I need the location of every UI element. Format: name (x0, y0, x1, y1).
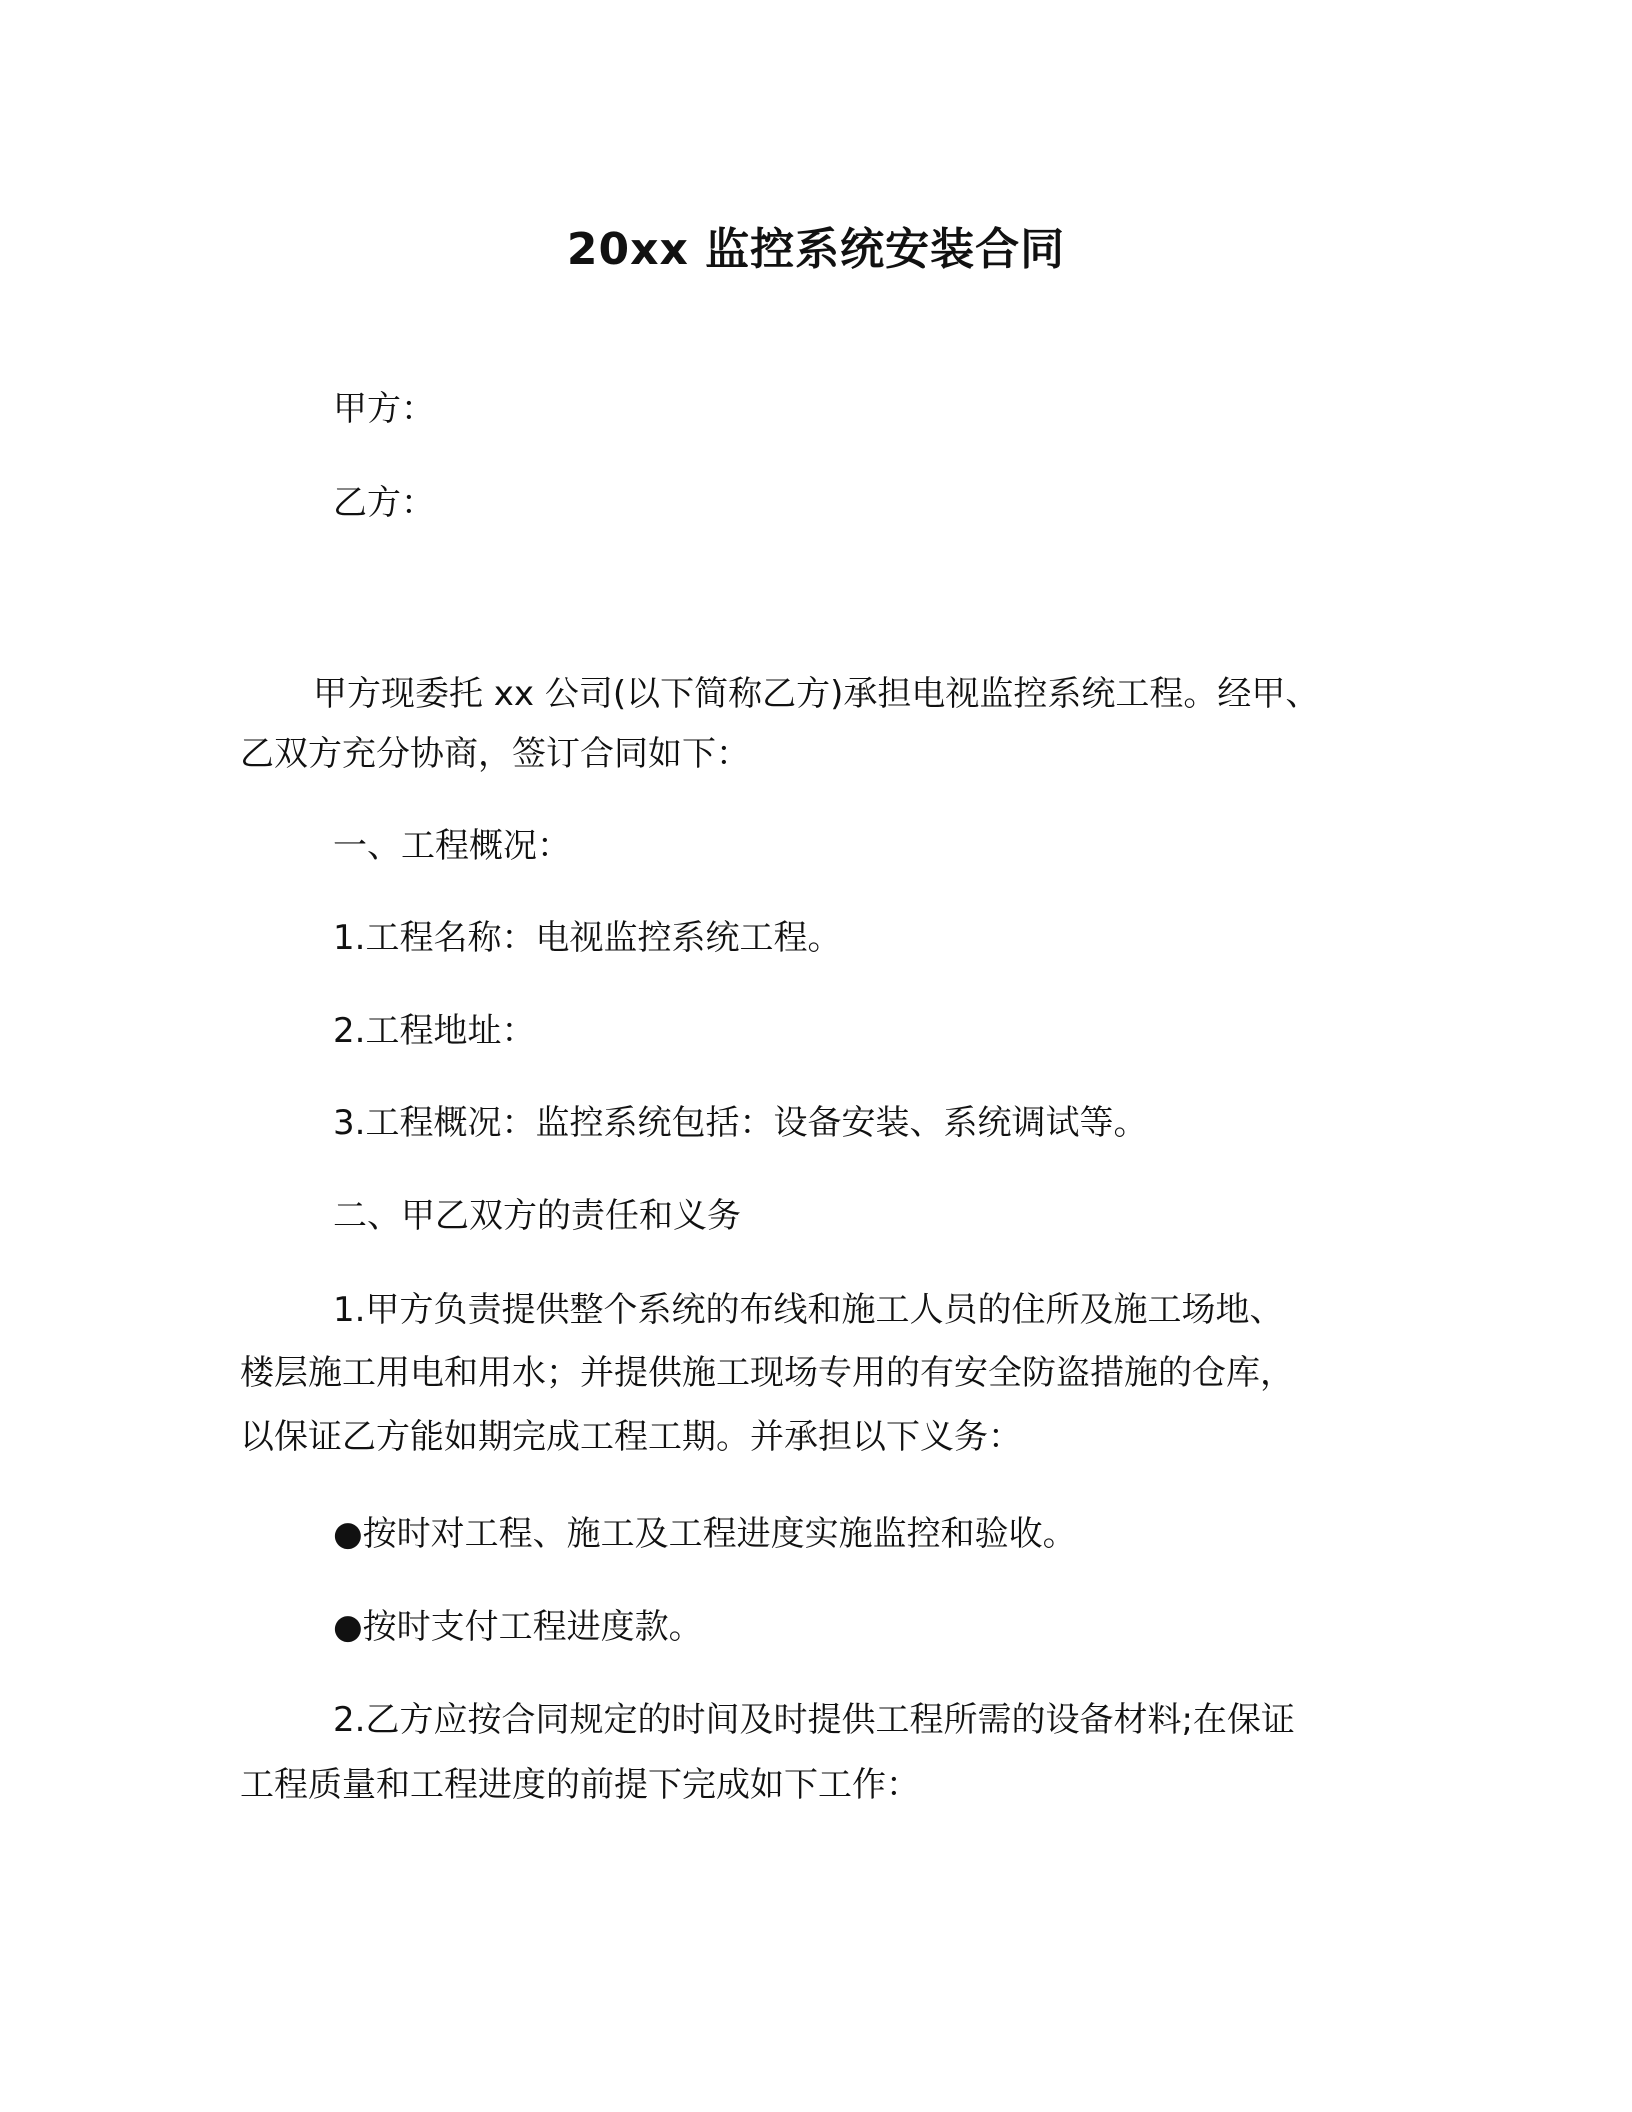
clause-1-line-3: 以保证乙方能如期完成工程工期。并承担以下义务： (240, 1417, 1022, 1457)
section-1-item-3: 3.工程概况：监控系统包括：设备安装、系统调试等。 (333, 1103, 1148, 1143)
party-b-label: 乙方： (333, 483, 435, 523)
clause-2-line-1: 2.乙方应按合同规定的时间及时提供工程所需的设备材料;在保证 (333, 1700, 1295, 1740)
intro-line-1: 甲方现委托 xx 公司(以下简称乙方)承担电视监控系统工程。经甲、 (313, 674, 1320, 714)
section-1-heading: 一、工程概况： (333, 826, 571, 866)
clause-1-line-2: 楼层施工用电和用水；并提供施工现场专用的有安全防盗措施的仓库， (240, 1353, 1294, 1393)
bullet-item-1: ●按时对工程、施工及工程进度实施监控和验收。 (333, 1514, 1077, 1554)
party-a-label: 甲方： (333, 389, 435, 429)
section-1-item-1: 1.工程名称：电视监控系统工程。 (333, 918, 842, 958)
clause-1-line-1: 1.甲方负责提供整个系统的布线和施工人员的住所及施工场地、 (333, 1290, 1284, 1330)
section-2-heading: 二、甲乙双方的责任和义务 (333, 1196, 741, 1236)
clause-2-line-2: 工程质量和工程进度的前提下完成如下工作： (240, 1765, 920, 1805)
intro-line-2: 乙双方充分协商，签订合同如下： (240, 734, 750, 774)
bullet-item-2: ●按时支付工程进度款。 (333, 1607, 703, 1647)
section-1-item-2: 2.工程地址： (333, 1011, 536, 1051)
document-title: 20xx 监控系统安装合同 (566, 224, 1066, 275)
